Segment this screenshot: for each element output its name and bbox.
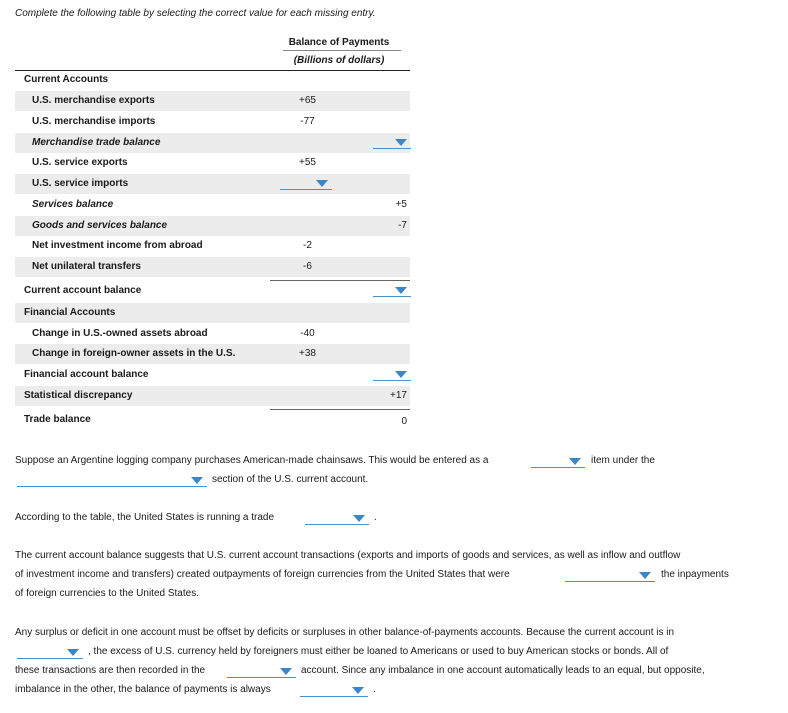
table-row — [15, 112, 410, 132]
recorded-account-select[interactable] — [227, 664, 296, 678]
row-value: 0 — [401, 416, 407, 427]
chevron-down-icon — [67, 649, 79, 656]
table-header-title: Balance of Payments — [288, 37, 390, 48]
row-label: Current account balance — [24, 285, 142, 296]
question-3-text-d: of foreign currencies to the United States. — [15, 588, 199, 599]
table-header-subtitle: (Billions of dollars) — [293, 55, 385, 66]
row-label: U.S. merchandise exports — [32, 95, 155, 106]
question-1-line-1 — [15, 451, 488, 470]
question-4-text-d: account. Since any imbalance in one account automatically leads to an equal, but opposite, — [301, 665, 705, 676]
chevron-down-icon — [395, 371, 407, 378]
row-label: U.S. merchandise imports — [32, 116, 156, 127]
question-4-text-e: imbalance in the other, the balance of payments is always — [15, 684, 271, 695]
outpayments-comparison-select[interactable] — [565, 568, 655, 582]
table-row — [15, 410, 410, 430]
table-row — [15, 195, 410, 215]
question-4-text-f: . — [373, 684, 376, 695]
question-1-text-b: item under the — [591, 455, 655, 466]
chevron-down-icon — [316, 180, 328, 187]
chevron-down-icon — [395, 287, 407, 294]
question-3-text-a: The current account balance suggests that U.S. current account transactions (exports and imports of goods and services, as well as inflow and outflow — [15, 550, 681, 561]
question-3-text-c: the inpayments — [661, 569, 729, 580]
row-value: +5 — [395, 199, 407, 210]
question-4-text-a: Any surplus or deficit in one account must be offset by deficits or surpluses in other balance-of-payments accounts. Because the current account is in — [15, 627, 675, 638]
table-row — [15, 257, 410, 277]
item-type-select[interactable] — [531, 454, 585, 468]
row-label: Goods and services balance — [32, 220, 168, 231]
row-label: Services balance — [32, 199, 114, 210]
table-row — [15, 324, 410, 344]
chevron-down-icon — [569, 458, 581, 465]
row-value: +38 — [299, 348, 316, 359]
table-row — [15, 216, 410, 236]
current-account-balance-select[interactable] — [373, 283, 411, 297]
question-1-text-c: section of the U.S. current account. — [212, 474, 369, 485]
table-row — [15, 236, 410, 256]
row-value: -77 — [300, 116, 315, 127]
header-divider — [283, 50, 401, 51]
current-account-section-select[interactable] — [17, 473, 207, 487]
row-label: Current Accounts — [24, 74, 109, 85]
service-imports-select[interactable] — [280, 176, 332, 190]
row-value: +55 — [299, 157, 316, 168]
row-label: Change in U.S.-owned assets abroad — [32, 328, 208, 339]
row-value: -2 — [303, 240, 312, 251]
table-row — [15, 344, 410, 364]
question-2-text-a: According to the table, the United States is running a trade — [15, 512, 275, 523]
chevron-down-icon — [395, 139, 407, 146]
row-label: Net investment income from abroad — [32, 240, 203, 251]
row-label: Statistical discrepancy — [24, 390, 133, 401]
table-row — [15, 386, 410, 406]
merchandise-trade-balance-select[interactable] — [373, 135, 411, 149]
chevron-down-icon — [353, 515, 365, 522]
row-label: Financial account balance — [24, 369, 149, 380]
row-value: -6 — [303, 261, 312, 272]
row-value: +65 — [299, 95, 316, 106]
instruction-text: Complete the following table by selecting the correct value for each missing entry. — [15, 8, 376, 19]
table-row — [15, 365, 410, 385]
question-1-text-a: Suppose an Argentine logging company purchases American-made chainsaws. This would be entered as a — [15, 455, 489, 466]
table-row — [15, 303, 410, 323]
row-label: U.S. service exports — [32, 157, 128, 168]
question-4-text-c: these transactions are then recorded in the — [15, 665, 206, 676]
table-row — [15, 281, 410, 301]
row-label: U.S. service imports — [32, 178, 129, 189]
question-4-text-b: , the excess of U.S. currency held by foreigners must either be loaned to Americans or used to buy American stocks or bonds. All of — [88, 646, 669, 657]
balance-of-payments-select[interactable] — [300, 683, 368, 697]
row-label: Financial Accounts — [24, 307, 116, 318]
table-row — [15, 91, 410, 111]
table-row — [15, 174, 410, 194]
row-value: -7 — [398, 220, 407, 231]
chevron-down-icon — [280, 668, 292, 675]
chevron-down-icon — [352, 687, 364, 694]
question-2-text-b: . — [374, 512, 377, 523]
financial-account-balance-select[interactable] — [373, 367, 411, 381]
row-label: Merchandise trade balance — [32, 137, 161, 148]
question-3-text-b: of investment income and transfers) created outpayments of foreign currencies from the United States that were — [15, 569, 510, 580]
row-label: Trade balance — [24, 414, 91, 425]
table-row — [15, 70, 410, 90]
row-value: -40 — [300, 328, 315, 339]
row-value: +17 — [390, 390, 407, 401]
trade-status-select[interactable] — [305, 511, 369, 525]
table-row — [15, 133, 410, 153]
chevron-down-icon — [639, 572, 651, 579]
row-label: Net unilateral transfers — [32, 261, 141, 272]
current-account-status-select[interactable] — [17, 645, 83, 659]
chevron-down-icon — [191, 477, 203, 484]
table-row — [15, 153, 410, 173]
row-label: Change in foreign-owner assets in the U.S. — [32, 348, 236, 359]
